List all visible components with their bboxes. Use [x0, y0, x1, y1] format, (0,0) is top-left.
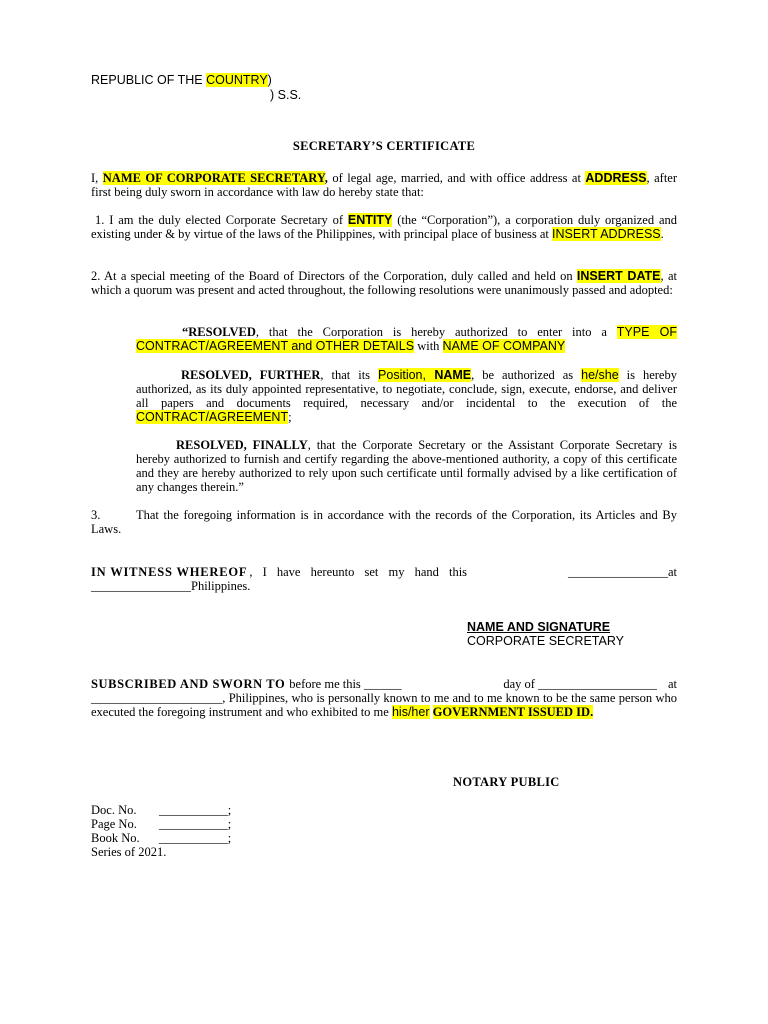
sworn-paragraph [91, 691, 677, 719]
notary-public-label: NOTARY PUBLIC [453, 775, 560, 789]
resolution-3-text1: , that the Corporate Secretary or the Assistant Corporate Secretary is hereby authorized to furnish and certify regarding the above-mentioned authority, a copy of this certificate and they are hereby authorized to rely upon such certificate until formally advised by a like certification of any changes therein.” [136, 438, 677, 494]
entity-placeholder: ENTITY [347, 213, 393, 227]
resolution-2-text1: , that its [320, 368, 379, 382]
para1-text1: 1. I am the duly elected Corporate Secretary of [95, 213, 348, 227]
page-title: SECRETARY’S CERTIFICATE [292, 139, 476, 153]
country-placeholder: COUNTRY [206, 73, 268, 87]
witness-blank-1: ____________ [567, 565, 643, 579]
page-no-blank: ___________; [159, 817, 232, 831]
sworn-day-group [289, 677, 401, 692]
sworn-text3: , Philippines, who is personally known to me and to me known to be the same person who executed the foregoing instrument and who exhibited to me [91, 691, 677, 719]
sworn-blank-month: ___________________ [538, 677, 657, 691]
resolution-1-quote: “ [182, 325, 189, 339]
para1-period: . [660, 227, 664, 241]
intro-text2: , after first being duly sworn in accordance with law do hereby state that: [91, 171, 677, 199]
witness-text-wrap [247, 565, 677, 580]
republic-close-paren: ) [267, 73, 272, 87]
sworn-line-1 [91, 677, 677, 692]
para2-text1: 2. At a special meeting of the Board of Directors of the Corporation, duly called and held on [91, 269, 577, 283]
heshe-placeholder: he/she [581, 368, 619, 382]
company-name-placeholder: NAME OF COMPANY [442, 339, 566, 353]
witness-blank-3: ________________ [91, 579, 191, 593]
resolution-2-lead: RESOLVED, FURTHER [181, 368, 321, 382]
signature-name: NAME AND SIGNATURE [467, 620, 611, 634]
resolution-2-text3: is hereby authorized, as its duly appointed representative, to negotiate, conclude, sign, execute, endorse, and deliver all papers and documents required, necessary and/or incidental to the execution of the [136, 368, 677, 410]
resolution-2-text2: , be authorized as [471, 368, 582, 382]
sworn-text2: day of [503, 677, 539, 691]
address-placeholder: ADDRESS [585, 171, 647, 185]
sworn-blank-day: ______ [363, 677, 402, 691]
witness-at: at [667, 565, 677, 579]
doc-no-label: Doc. No. [91, 803, 137, 817]
sworn-text1: before me this [289, 677, 364, 691]
intro-text1: of legal age, married, and with office address at [327, 171, 581, 185]
resolution-1-text2: with [414, 339, 443, 353]
paragraph-1 [91, 213, 677, 241]
witness-text1: , I have hereunto set my hand this [249, 565, 468, 579]
intro-paragraph [91, 171, 677, 199]
sworn-line-1-rest [285, 677, 677, 692]
paragraph-2 [91, 269, 677, 297]
resolution-2 [136, 368, 677, 424]
para1-text2: (the “Corporation”), a corporation duly organized and existing under & by virtue of the laws of the Philippines, with principal place of business at [91, 213, 678, 241]
position-placeholder: Position, [378, 368, 435, 382]
contract-agreement-placeholder: CONTRACT/AGREEMENT [136, 410, 289, 424]
signature-role: CORPORATE SECRETARY [467, 634, 624, 648]
witness-line [91, 565, 677, 580]
paragraph-3 [91, 508, 677, 536]
contract-type-placeholder: TYPE OF CONTRACT/AGREEMENT and OTHER DETAILS [136, 325, 678, 353]
resolution-1-text1: , that the Corporation is hereby authorized to enter into a [255, 325, 617, 339]
government-id-placeholder: GOVERNMENT ISSUED ID. [432, 705, 594, 719]
ss-line: ) S.S. [270, 88, 302, 102]
republic-line [91, 73, 272, 87]
doc-no-line [91, 803, 231, 817]
sworn-blank-place: _____________________ [91, 691, 223, 705]
para3-text: That the foregoing information is in accordance with the records of the Corporation, its Articles and By Laws. [91, 508, 677, 536]
book-no-label: Book No. [91, 831, 140, 845]
sworn-lead: SUBSCRIBED AND SWORN TO [91, 677, 286, 691]
witness-text2: Philippines. [191, 579, 251, 593]
secretary-name-placeholder: NAME OF CORPORATE SECRETARY [102, 171, 325, 185]
witness-blank-2: ____ [642, 565, 668, 579]
sworn-month-group [503, 677, 677, 692]
para3-number: 3. [91, 508, 101, 522]
para2-text2: , at which a quorum was present and acted throughout, the following resolutions were unanimously passed and adopted: [91, 269, 677, 297]
intro-comma: , [324, 171, 328, 185]
resolution-1-lead: RESOLVED [188, 325, 256, 339]
witness-lead: IN WITNESS WHEREOF [91, 565, 248, 579]
docket-block [91, 803, 231, 859]
series-line: Series of 2021. [91, 845, 167, 859]
resolution-3-lead: RESOLVED, FINALLY [176, 438, 308, 452]
hisher-placeholder: his/her [391, 705, 430, 719]
name-placeholder: NAME [434, 368, 472, 382]
book-no-blank: ___________; [159, 831, 232, 845]
book-no-line [91, 831, 231, 845]
insert-date-placeholder: INSERT DATE [576, 269, 661, 283]
insert-address-placeholder: INSERT ADDRESS [552, 227, 661, 241]
witness-blanks [568, 565, 677, 580]
doc-no-blank: ___________; [159, 803, 232, 817]
resolution-3 [136, 438, 677, 494]
intro-i: I, [91, 171, 103, 185]
republic-prefix: REPUBLIC OF THE [91, 73, 207, 87]
sworn-at: at [664, 677, 677, 691]
witness-line-2 [91, 579, 250, 594]
page-no-line [91, 817, 231, 831]
page-no-label: Page No. [91, 817, 137, 831]
resolution-1 [136, 325, 677, 353]
resolution-2-semicolon: ; [288, 410, 292, 424]
